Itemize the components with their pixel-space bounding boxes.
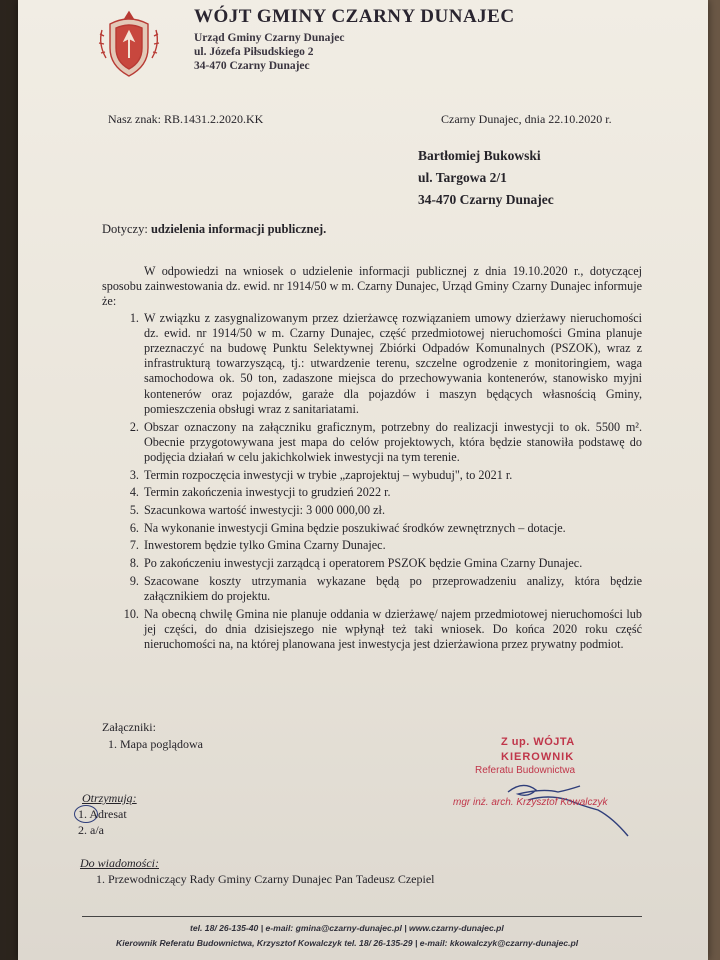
footer-manager: Kierownik Referatu Budownictwa, Krzysztof Kowalczyk tel. 18/ 26-135-29 | e-mail: kkowalczyk@czarny-dunajec.pl — [116, 938, 579, 948]
footer-divider — [82, 916, 642, 917]
letter-page — [18, 0, 708, 960]
stamp-line-2: KIEROWNIK — [501, 751, 575, 763]
received-item: 1. Adresat — [78, 807, 127, 821]
header-city: 34-470 Czarny Dunajec — [194, 60, 310, 72]
list-item: 8. Po zakończeniu inwestycji zarządcą i operatorem PSZOK będzie Gmina Czarny Dunajec. — [142, 556, 642, 571]
numbered-list — [102, 311, 642, 653]
subject-label: Dotyczy: — [102, 222, 148, 236]
to-know-heading: Do wiadomości: — [80, 856, 159, 870]
subject-text: udzielenia informacji publicznej. — [150, 222, 327, 236]
list-item: 6. Na wykonanie inwestycji Gmina będzie poszukiwać środków zewnętrznych – dotacje. — [142, 521, 642, 536]
recipient-city: 34-470 Czarny Dunajec — [418, 192, 554, 207]
intro-paragraph: W odpowiedzi na wniosek o udzielenie informacji publicznej z dnia 19.10.2020 r., dotyczącej sposobu zainwestowania dz. ewid. nr 1914/50 w m. Czarny Dunajec, Urząd Gminy Czarny Dunajec informuje że: — [102, 264, 642, 309]
list-item: 7. Inwestorem będzie tylko Gmina Czarny Dunajec. — [142, 538, 642, 553]
list-item: 5. Szacunkowa wartość inwestycji: 3 000 000,00 zł. — [142, 503, 642, 518]
footer-contact: tel. 18/ 26-135-40 | e-mail: gmina@czarny-dunajec.pl | www.czarny-dunajec.pl — [190, 923, 504, 933]
list-item: 1. W związku z zasygnalizowanym przez dzierżawcę rozwiązaniem umowy dzierżawy nieruchomości dz. ewid. nr 1914/50 w m. Czarny Dunajec, część przedmiotowej nieruchomości Gmina planuje przeznaczyć na budowę Punktu Selektywnej Zbiórki Odpadów Komunalnych (PSZOK), wraz z infrastrukturą towarzyszącą, tj.: utwardzenie terenu, szczelne ogrodzenie z monitoringiem, waga samochodowa ok. 50 ton, zadaszone miejsca do przechowywania kontenerów, stanowisko myjni kontenerów oraz pojazdów, garaże dla pojazdów i maszyn będących własnością Gminy, pomieszczenia obsługi wraz z sanitariatami. — [142, 311, 642, 417]
recipient-name: Bartłomiej Bukowski — [418, 148, 541, 163]
list-item: 9. Szacowane koszty utrzymania wykazane będą po przeprowadzeniu analizy, która będzie załącznikiem do projektu. — [142, 574, 642, 604]
recipient-street: ul. Targowa 2/1 — [418, 170, 507, 185]
letter-body — [102, 264, 642, 655]
stamp-line-1: Z up. WÓJTA — [501, 736, 575, 748]
header-street: ul. Józefa Piłsudskiego 2 — [194, 46, 314, 58]
stamp-line-3: Referatu Budownictwa — [475, 765, 576, 776]
received-item: 2. a/a — [78, 823, 104, 837]
reference-number: Nasz znak: RB.1431.2.2020.KK — [108, 112, 264, 126]
list-item: 2. Obszar oznaczony na załączniku graficznym, potrzebny do realizacji inwestycji to ok. 5500 m². Obecnie przygotowywana jest mapa do celów projektowych, która będzie stanowiła podstawę do podjęcia działań w celu jakichkolwiek inwestycji na tym terenie. — [142, 420, 642, 466]
list-item: 3. Termin rozpoczęcia inwestycji w trybie „zaprojektuj – wybuduj", to 2021 r. — [142, 468, 642, 483]
received-heading: Otrzymują: — [82, 791, 137, 805]
attachments-heading: Załączniki: — [102, 720, 156, 734]
subject-line — [102, 222, 326, 237]
list-item: 4. Termin zakończenia inwestycji to grudzień 2022 r. — [142, 485, 642, 500]
header-title: WÓJT GMINY CZARNY DUNAJEC — [194, 6, 515, 27]
stamp-signer: mgr inż. arch. Krzysztof Kowalczyk — [453, 797, 608, 808]
letter-date: Czarny Dunajec, dnia 22.10.2020 r. — [441, 112, 612, 126]
coat-of-arms-icon — [96, 8, 162, 80]
attachment-item: 1. Mapa poglądowa — [108, 737, 203, 751]
to-know-item: 1. Przewodniczący Rady Gminy Czarny Dunajec Pan Tadeusz Czepiel — [96, 872, 435, 886]
header-office: Urząd Gminy Czarny Dunajec — [194, 32, 345, 44]
list-item: 10. Na obecną chwilę Gmina nie planuje oddania w dzierżawę/ najem przedmiotowej nieruchomości lub jej części, do dnia dzisiejszego nie wpłynął też taki wniosek. Do końca 2020 roku część nieruchomości na, na której planowana jest inwestycja jest dzierżawiona przez prywatny podmiot. — [142, 607, 642, 653]
